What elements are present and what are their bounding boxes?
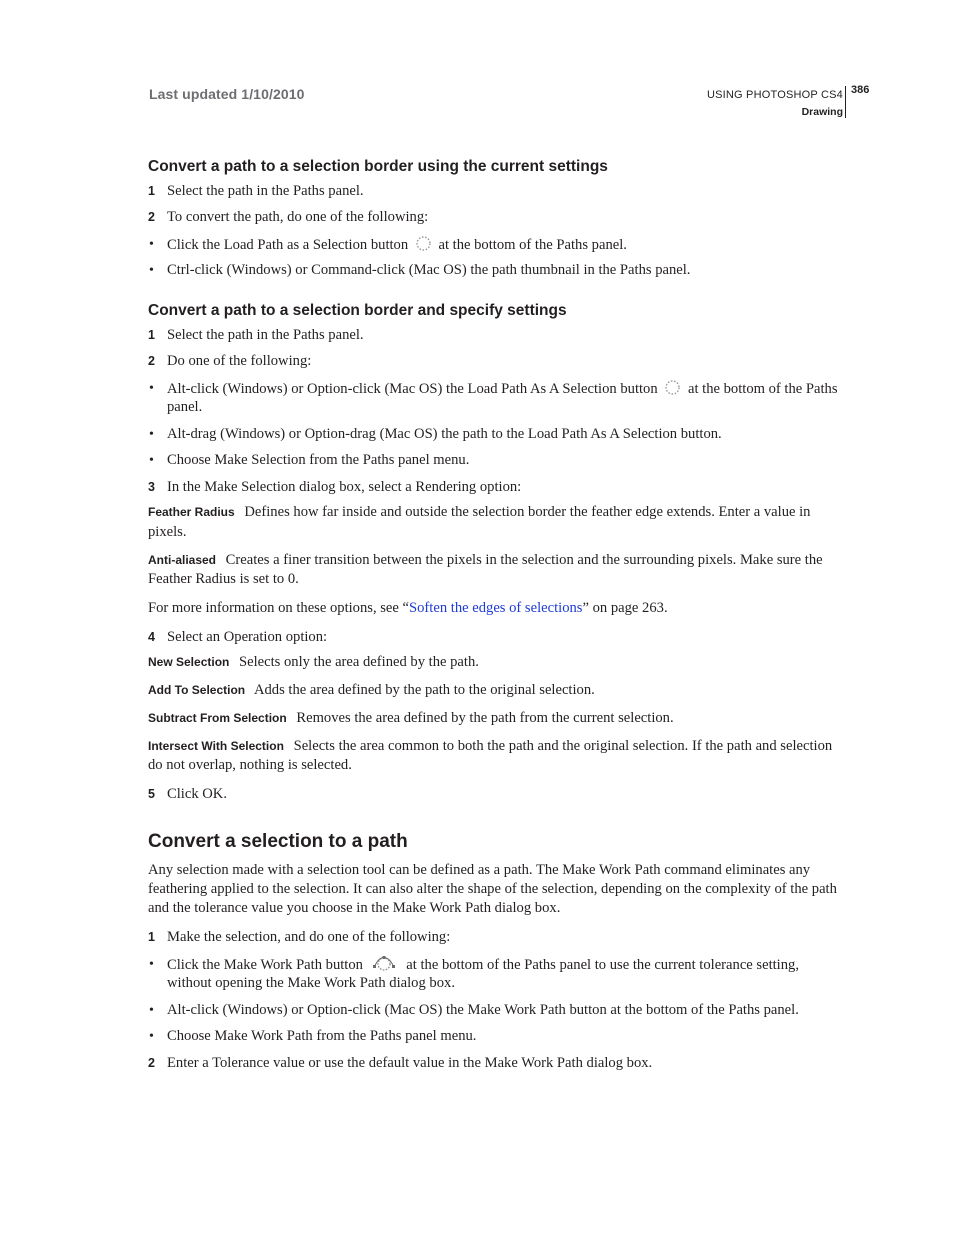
step-text: Enter a Tolerance value or use the default value in the Make Work Path dialog box. — [167, 1055, 653, 1071]
definition-term: Feather Radius — [148, 505, 235, 519]
step-text: In the Make Selection dialog box, select a Rendering option: — [167, 479, 522, 495]
definition-text: Selects the area common to both the path and the original selection. If the path and selection — [293, 738, 833, 754]
bullet-text-part: Click the Load Path as a Selection button — [167, 237, 409, 253]
step-number: 1 — [148, 184, 155, 198]
definition-text: Selects only the area defined by the path. — [239, 654, 479, 670]
section-heading-specify-settings: Convert a path to a selection border and specify settings — [148, 302, 567, 319]
step-number: 2 — [148, 210, 155, 224]
bullet-text: Ctrl-click (Windows) or Command-click (Mac OS) the path thumbnail in the Paths panel. — [167, 262, 691, 278]
step-number: 4 — [148, 630, 155, 644]
definition-text-continued: Feather Radius is set to 0. — [148, 571, 299, 587]
definition-feather-radius — [148, 503, 840, 522]
definition-new-selection — [148, 653, 840, 672]
bullet-marker: • — [149, 263, 154, 278]
bullet-marker: • — [149, 1029, 154, 1044]
running-header — [707, 87, 843, 121]
definition-text: Defines how far inside and outside the selection border the feather edge extends. Enter a value in — [244, 504, 811, 520]
bullet-text — [167, 235, 840, 258]
soften-edges-link[interactable]: Soften the edges of selections — [409, 600, 583, 616]
definition-term: Intersect With Selection — [148, 739, 284, 753]
bullet-marker: • — [149, 1003, 154, 1018]
intro-paragraph-line: Any selection made with a selection tool can be defined as a path. The Make Work Path command eliminates any — [148, 862, 811, 878]
step-number: 5 — [148, 787, 155, 801]
step-text: Select an Operation option: — [167, 629, 328, 645]
bullet-text-part: at the bottom of the Paths — [687, 381, 838, 397]
definition-subtract-from-selection — [148, 709, 840, 728]
definition-term: Add To Selection — [148, 683, 246, 697]
step-text: Click OK. — [167, 786, 227, 802]
intro-paragraph-line: feathering applied to the selection. It can also alter the shape of the selection, depending on the complexity of the path — [148, 881, 837, 897]
step-number: 1 — [148, 930, 155, 944]
bullet-text-part: Click the Make Work Path button — [167, 957, 363, 973]
header-divider — [845, 86, 846, 118]
more-info-text: For more information on these options, see “ — [148, 600, 410, 616]
bullet-text-part: at the bottom of the Paths panel to use the current tolerance setting, — [406, 957, 799, 973]
definition-term: New Selection — [148, 655, 230, 669]
definition-text-continued: do not overlap, nothing is selected. — [148, 757, 352, 773]
step-number: 3 — [148, 480, 155, 494]
bullet-marker: • — [149, 427, 154, 442]
bullet-marker: • — [149, 381, 154, 396]
section-heading-selection-to-path: Convert a selection to a path — [148, 831, 408, 852]
step-text: Select the path in the Paths panel. — [167, 183, 364, 199]
step-number: 2 — [148, 354, 155, 368]
step-number: 2 — [148, 1056, 155, 1070]
step-text: To convert the path, do one of the following: — [167, 209, 429, 225]
bullet-text: Choose Make Selection from the Paths panel menu. — [167, 452, 470, 468]
section-heading-current-settings: Convert a path to a selection border using the current settings — [148, 158, 608, 175]
bullet-text: Alt-drag (Windows) or Option-drag (Mac OS) the path to the Load Path As A Selection button. — [167, 426, 722, 442]
more-info-text: ” on page 263. — [582, 600, 668, 616]
step-text: Make the selection, and do one of the following: — [167, 929, 451, 945]
step-text: Do one of the following: — [167, 353, 312, 369]
page-number: 386 — [851, 84, 870, 96]
bullet-text-continued: without opening the Make Work Path dialog box. — [167, 975, 455, 991]
bullet-marker: • — [149, 957, 154, 972]
bullet-marker: • — [149, 453, 154, 468]
load-path-as-selection-icon — [415, 235, 432, 258]
bullet-marker: • — [149, 237, 154, 252]
intro-paragraph-line: and the tolerance value you choose in the Make Work Path dialog box. — [148, 900, 561, 916]
definition-intersect-with-selection — [148, 737, 840, 756]
book-title: USING PHOTOSHOP CS4 — [706, 89, 843, 101]
bullet-text-part: Alt-click (Windows) or Option-click (Mac OS) the Load Path As A Selection button — [167, 381, 658, 397]
definition-text: Creates a finer transition between the pixels in the selection and the surrounding pixels. Make sure the — [225, 552, 823, 568]
definition-anti-aliased — [148, 551, 840, 570]
definition-text: Removes the area defined by the path from the current selection. — [296, 710, 674, 726]
definition-term: Anti-aliased — [148, 553, 217, 567]
chapter-name: Drawing — [801, 106, 843, 118]
last-updated: Last updated 1/10/2010 — [149, 86, 305, 102]
definition-text: Adds the area defined by the path to the original selection. — [253, 682, 595, 698]
bullet-text: Choose Make Work Path from the Paths panel menu. — [167, 1028, 477, 1044]
bullet-text-continued: panel. — [167, 399, 203, 415]
bullet-text: Alt-click (Windows) or Option-click (Mac OS) the Make Work Path button at the bottom of the Paths panel. — [167, 1002, 799, 1018]
step-text: Select the path in the Paths panel. — [167, 327, 364, 343]
definition-text-continued: pixels. — [148, 524, 187, 540]
definition-add-to-selection — [148, 681, 840, 700]
definition-term: Subtract From Selection — [148, 711, 287, 725]
more-info-paragraph — [148, 599, 840, 618]
step-number: 1 — [148, 328, 155, 342]
bullet-text-part: at the bottom of the Paths panel. — [438, 237, 627, 253]
